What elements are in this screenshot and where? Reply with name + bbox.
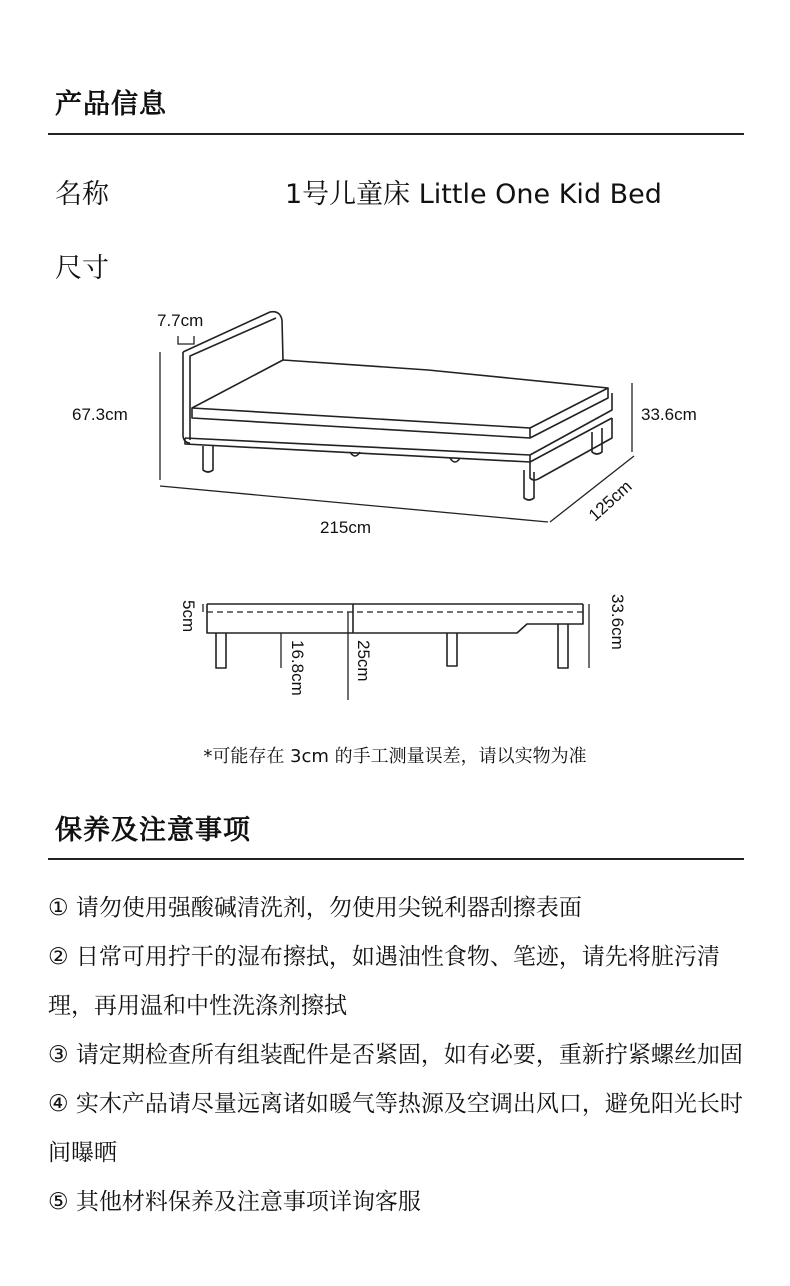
care-item: ② 日常可用拧干的湿布擦拭，如遇油性食物、笔迹，请先将脏污清理，再用温和中性洗涤剂擦拭 [48,944,720,1019]
care-item: ⑤ 其他材料保养及注意事项详询客服 [48,1189,421,1215]
bed-perspective-diagram [0,290,790,550]
section-divider [48,858,744,860]
dimension-label: 33.6cm [608,594,627,650]
product-info-title: 产品信息 [55,89,167,120]
dimension-label: 7.7cm [157,311,204,330]
measurement-note: *可能存在 3cm 的手工测量误差，请以实物为准 [203,746,587,767]
dimension-label: 33.6cm [641,405,697,424]
section-divider [48,133,744,135]
dimension-label: 215cm [320,518,372,537]
product-name: 1号儿童床 Little One Kid Bed [285,179,662,210]
care-item: ③ 请定期检查所有组装配件是否紧固，如有必要，重新拧紧螺丝加固 [48,1042,743,1068]
care-item: ① 请勿使用强酸碱清洗剂，勿使用尖锐利器刮擦表面 [48,895,582,921]
dimension-label: 25cm [354,640,373,682]
care-title: 保养及注意事项 [55,815,251,846]
dimension-label: 67.3cm [72,405,128,424]
care-item: ④ 实木产品请尽量远离诸如暖气等热源及空调出风口，避免阳光长时间曝晒 [48,1091,743,1166]
name-label: 名称 [55,179,109,210]
care-list [48,884,748,1227]
dimension-label: 16.8cm [288,640,307,696]
dimension-label: 125cm [584,476,636,525]
size-label: 尺寸 [55,253,109,284]
dimension-label: 5cm [179,600,198,633]
bed-side-diagram [0,580,790,720]
